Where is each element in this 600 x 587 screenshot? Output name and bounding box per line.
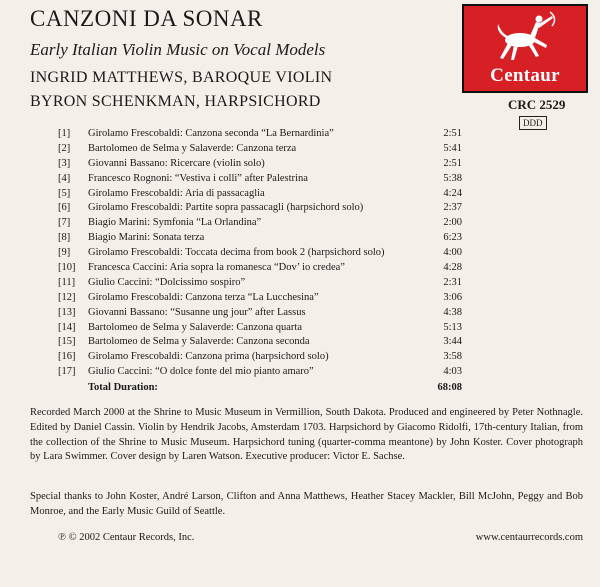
track-row (58, 291, 462, 306)
track-number: [5] (58, 187, 71, 199)
centaur-figure-icon (494, 10, 560, 64)
track-duration: 4:28 (443, 262, 462, 274)
track-number: [2] (58, 142, 71, 154)
track-row (58, 321, 462, 336)
track-description: Bartolomeo de Selma y Salaverde: Canzona seconda (88, 336, 310, 348)
track-duration: 5:41 (443, 142, 462, 154)
centaur-logo (462, 4, 588, 93)
total-duration-row (58, 380, 462, 395)
track-description: Giovanni Bassano: Ricercare (violin solo) (88, 157, 265, 169)
track-row (58, 276, 462, 291)
track-row (58, 306, 462, 321)
track-row (58, 335, 462, 350)
track-number: [13] (58, 306, 76, 318)
track-description: Biagio Marini: Symfonia “La Orlandina” (88, 217, 262, 229)
track-number: [7] (58, 217, 71, 229)
track-number: [4] (58, 172, 71, 184)
track-description: Girolamo Frescobaldi: Canzona prima (harpsichord solo) (88, 351, 329, 363)
track-description: Bartolomeo de Selma y Salaverde: Canzona quarta (88, 321, 303, 333)
track-number: [10] (58, 262, 76, 274)
track-row (58, 261, 462, 276)
track-duration: 2:51 (443, 128, 462, 139)
track-description: Francesca Caccini: Aria sopra la romanesca “Dov’ io credea” (88, 262, 345, 274)
track-duration: 4:38 (443, 306, 462, 318)
track-description: Giulio Caccini: “Dolcissimo sospiro” (88, 276, 246, 288)
album-subtitle: Early Italian Violin Music on Vocal Models (30, 40, 326, 59)
track-row (58, 172, 462, 187)
track-duration: 3:06 (443, 291, 462, 303)
track-number: [9] (58, 247, 71, 259)
track-list (58, 127, 462, 395)
track-description: Biagio Marini: Sonata terza (88, 232, 205, 244)
track-description: Girolamo Frescobaldi: Toccata decima from book 2 (harpsichord solo) (88, 247, 385, 259)
track-row (58, 246, 462, 261)
track-row (58, 350, 462, 365)
acknowledgements: Special thanks to John Koster, André Larson, Clifton and Anna Matthews, Heather Stacey Mackler, Bill McJohn, Peggy and Bob Monroe, and the Early Music Guild of Seattle. (30, 491, 583, 517)
track-row (58, 157, 462, 172)
copyright-line: ℗ © 2002 Centaur Records, Inc. (58, 532, 195, 543)
track-duration: 2:51 (443, 157, 462, 169)
logo-wordmark: Centaur (490, 65, 560, 86)
track-row (58, 231, 462, 246)
total-duration-label: Total Duration: (88, 382, 158, 394)
track-duration: 4:03 (443, 366, 462, 378)
track-duration: 6:23 (443, 232, 462, 244)
track-duration: 3:44 (443, 336, 462, 348)
track-number: [3] (58, 157, 71, 169)
track-duration: 5:13 (443, 321, 462, 333)
track-duration: 2:00 (443, 217, 462, 229)
track-number: [11] (58, 276, 76, 288)
track-description: Girolamo Frescobaldi: Partite sopra passacagli (harpsichord solo) (88, 202, 364, 214)
performer-violin: INGRID MATTHEWS, BAROQUE VIOLIN (30, 69, 333, 86)
track-number: [8] (58, 232, 71, 244)
track-row (58, 365, 462, 380)
track-row (58, 187, 462, 202)
website-url: www.centaurrecords.com (475, 532, 583, 543)
track-description: Girolamo Frescobaldi: Canzona seconda “La Bernardinia” (88, 128, 334, 139)
performer-harpsichord: BYRON SCHENKMAN, HARPSICHORD (30, 93, 321, 110)
track-duration: 2:31 (443, 276, 462, 288)
catalog-number: CRC 2529 (508, 97, 566, 112)
total-duration-value: 68:08 (437, 382, 462, 394)
track-number: [16] (58, 351, 76, 363)
track-number: [15] (58, 336, 76, 348)
track-description: Girolamo Frescobaldi: Canzona terza “La Lucchesina” (88, 291, 319, 303)
track-description: Bartolomeo de Selma y Salaverde: Canzona terza (88, 142, 297, 154)
track-number: [12] (58, 291, 76, 303)
track-duration: 4:24 (443, 187, 462, 199)
track-row (58, 201, 462, 216)
track-number: [6] (58, 202, 71, 214)
track-row (58, 127, 462, 142)
track-description: Francesco Rognoni: “Vestiva i colli” after Palestrina (88, 172, 308, 184)
track-row (58, 142, 462, 157)
format-badge: DDD (519, 116, 547, 130)
track-description: Giovanni Bassano: “Susanne ung jour” after Lassus (88, 306, 306, 318)
track-number: [14] (58, 321, 76, 333)
track-duration: 5:38 (443, 172, 462, 184)
album-title: CANZONI DA SONAR (30, 6, 263, 31)
track-description: Giulio Caccini: “O dolce fonte del mio pianto amaro” (88, 366, 314, 378)
track-description: Girolamo Frescobaldi: Aria di passacaglia (88, 187, 265, 199)
track-number: [17] (58, 366, 76, 378)
track-duration: 4:00 (443, 247, 462, 259)
track-duration: 3:58 (443, 351, 462, 363)
track-duration: 2:37 (443, 202, 462, 214)
track-row (58, 216, 462, 231)
track-number: [1] (58, 128, 71, 139)
recording-notes: Recorded March 2000 at the Shrine to Music Museum in Vermillion, South Dakota. Produced and engineered by Peter Nothnagle. Edited by Daniel Cassin. Violin by Hendrik Jacobs, Amsterdam 1703. Harpsichord by Giacomo Ridolfi, 17th-century Italian, from the collection of the Shrine to Music Museum. Harpsichord tuning (quarter-comma meantone) by John Koster. Cover photograph by Lara Swimmer. Cover design by Laren Watson. Executive producer: Victor E. Sachse. (30, 407, 583, 463)
